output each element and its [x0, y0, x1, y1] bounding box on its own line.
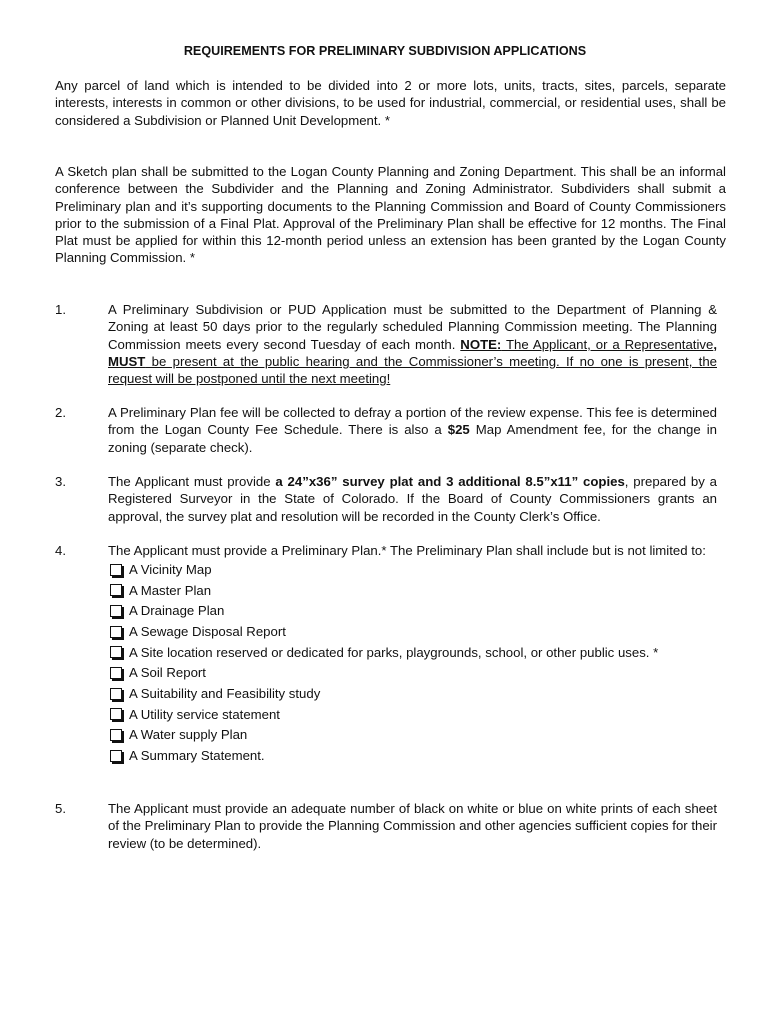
must-label: MUST — [108, 353, 146, 369]
checklist-label: A Suitability and Feasibility study — [129, 686, 321, 702]
checklist-item — [108, 704, 717, 725]
item-text: , prepared by a Registered Surveyor in the State of Colorado. If the Board of County Commissioners grants an approval, the survey plat and resolution will be recorded in the County Clerk’s Office. — [108, 474, 717, 524]
item-text: , — [713, 336, 717, 352]
checklist-item — [108, 642, 717, 663]
checklist-label: A Soil Report — [129, 665, 206, 681]
item-text: The Applicant must provide a Preliminary Plan.* The Preliminary Plan shall include but is not limited to: — [108, 543, 706, 558]
item-text: The Applicant must provide — [108, 474, 276, 489]
list-item-1 — [55, 301, 717, 387]
checkbox-icon — [110, 626, 122, 638]
checklist-item — [108, 580, 717, 601]
item-number: 5. — [55, 801, 66, 816]
item-number: 4. — [55, 543, 66, 558]
checklist-item — [108, 683, 717, 704]
checklist-item — [108, 725, 717, 746]
checklist-label: A Water supply Plan — [129, 727, 248, 743]
item-text: The Applicant must provide an adequate number of black on white or blue on white prints of each sheet of the Preliminary Plan to provide the Planning Commission and other agencies sufficient copies for their review (to be determined). — [108, 801, 717, 851]
checklist-label: A Site location reserved or dedicated for parks, playgrounds, school, or other public uses. * — [129, 644, 659, 660]
checkbox-icon — [110, 605, 122, 617]
checklist-label: A Utility service statement — [129, 706, 280, 722]
list-item-5 — [55, 800, 717, 852]
checklist-label: A Vicinity Map — [129, 561, 212, 577]
intro-paragraph: Any parcel of land which is intended to be divided into 2 or more lots, units, tracts, sites, parcels, separate interests, interests in common or other divisions, to be used for industrial, commercial, or residential uses, shall be considered a Subdivision or Planned Unit Development. * — [55, 78, 726, 128]
checkbox-icon — [110, 564, 122, 576]
item-number: 2. — [55, 405, 66, 420]
checkbox-icon — [110, 729, 122, 741]
page-title: REQUIREMENTS FOR PRELIMINARY SUBDIVISION APPLICATIONS — [183, 44, 587, 58]
checklist-item — [108, 621, 717, 642]
plat-requirement: a 24”x36” survey plat and 3 additional 8.5”x11” copies — [275, 474, 625, 489]
item-number: 3. — [55, 474, 66, 489]
item-text: A Preliminary Plan fee will be collected to defray a portion of the review expense. This fee is determined from the Logan County Fee Schedule. There is also a — [108, 405, 717, 438]
checklist-item — [108, 601, 717, 622]
checkbox-icon — [110, 708, 122, 720]
sketch-plan-paragraph: A Sketch plan shall be submitted to the Logan County Planning and Zoning Department. This shall be an informal conference between the Subdivider and the Planning and Zoning Administrator. Subdividers shall submit a Preliminary plan and it’s supporting documents to the Planning Commission and Board of County Commissioners prior to the submission of a Final Plat. Approval of the Preliminary Plan shall be effective for 12 months. The Final Plat must be applied for within this 12-month period unless an extension has been granted by the Logan County Planning Commission. * — [55, 164, 726, 266]
checklist — [108, 559, 717, 766]
item-text: The Applicant, or a Representative — [501, 336, 714, 352]
item-text: Map Amendment fee, for the change in zoning (separate check). — [108, 422, 717, 455]
checklist-item — [108, 663, 717, 684]
checklist-label: A Drainage Plan — [129, 603, 225, 619]
checklist-label: A Sewage Disposal Report — [129, 624, 286, 640]
checkbox-icon — [110, 750, 122, 762]
list-item-2 — [55, 404, 717, 456]
list-item-3 — [55, 473, 717, 525]
checklist-item — [108, 559, 717, 580]
item-text: be present at the public hearing and the Commissioner’s meeting. If no one is present, the request will be postponed until the next meeting! — [108, 353, 717, 387]
checklist-item — [108, 745, 717, 766]
checklist-label: A Master Plan — [129, 582, 212, 598]
note-label: NOTE: — [460, 336, 502, 352]
item-number: 1. — [55, 302, 66, 317]
list-item-4 — [55, 542, 717, 766]
fee-amount: $25 — [447, 422, 470, 438]
item-text: A Preliminary Subdivision or PUD Application must be submitted to the Department of Planning & Zoning at least 50 days prior to the regularly scheduled Planning Commission meeting. The Planning Commission meets every second Tuesday of each month. — [108, 302, 717, 352]
checkbox-icon — [110, 688, 122, 700]
checkbox-icon — [110, 667, 122, 679]
checkbox-icon — [110, 584, 122, 596]
checkbox-icon — [110, 646, 122, 658]
checklist-label: A Summary Statement. — [129, 748, 265, 764]
